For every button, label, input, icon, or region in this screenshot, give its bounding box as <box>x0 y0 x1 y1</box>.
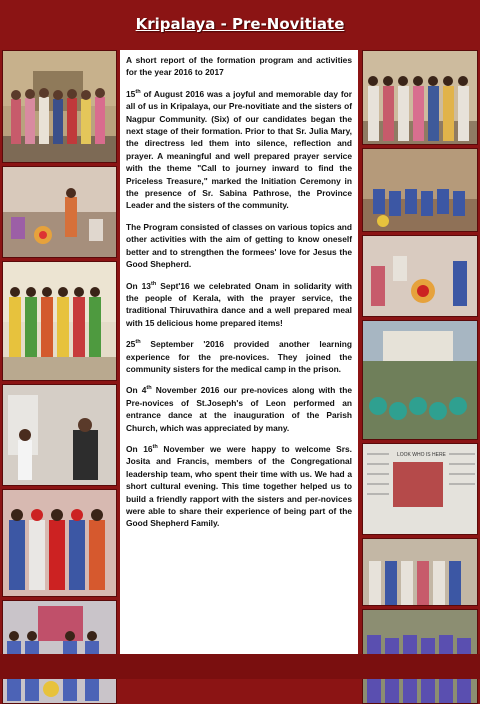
photo-cultural-evening <box>2 600 117 704</box>
photo-onam-dance-image <box>3 262 117 381</box>
photo-rangoli-gathering-image <box>363 236 478 317</box>
photo-entrance-dance <box>2 489 117 597</box>
report-paragraph-medical-camp <box>126 338 352 375</box>
footer-bar <box>0 654 480 679</box>
photo-parish-group-image <box>363 539 478 606</box>
photo-prayer-service-image <box>3 167 117 258</box>
paragraph-date: On 13 <box>126 280 151 291</box>
paragraph-text: A short report of the formation program and activities for the year 2016 to 2017 <box>126 55 352 78</box>
photo-seated-gathering <box>362 148 478 232</box>
photo-community-group-image <box>363 51 478 145</box>
photo-prayer-service <box>2 166 117 258</box>
report-paragraph-program <box>126 221 352 271</box>
paragraph-date: On 16 <box>126 443 153 454</box>
photo-outdoor-crowd-image <box>363 321 478 440</box>
report-paragraph-onam <box>126 280 352 330</box>
photo-medical-camp-image <box>3 385 117 486</box>
date-suffix: th <box>150 280 157 287</box>
paragraph-text: Sept'16 we celebrated Onam in solidarity with the people of Kerala, with the prayer service, the traditional Thiruvathira dance and a well prepared meal with 15 delicious home prepared items! <box>126 280 353 328</box>
photo-cultural-evening-image <box>3 601 117 704</box>
date-suffix: th <box>135 339 141 346</box>
report-paragraph-parish <box>126 384 352 434</box>
photo-parish-group <box>362 538 478 606</box>
paragraph-text: November we were happy to welcome Srs. Josita and Francis, members of the Congregational leadership team, who spent their time with us. We had a short cultural evening. This time together helped us to build a friendly rapport with the sisters and per-novices were able to share their experience of being part of the Good Shepherd Family. <box>126 443 352 529</box>
photo-seated-gathering-image <box>363 149 478 232</box>
photo-newspaper-clipping <box>362 443 478 535</box>
photo-sign-text: LOOK WHO IS HERE <box>397 452 446 458</box>
paragraph-date: On 4 <box>126 385 147 396</box>
paragraph-text: November 2016 our pre-novices along with the Pre-novices of St.Joseph's of Leon performed an entrance dance at the inauguration of the Parish Church, which was appreciated by many. <box>126 385 352 433</box>
date-suffix: th <box>146 385 152 392</box>
report-paragraph-initiation <box>126 88 352 212</box>
photo-group-building-image <box>3 51 117 163</box>
report-text-panel <box>120 50 358 654</box>
paragraph-text: The Program consisted of classes on various topics and other activities with the aim of getting to know oneself better and to strengthen the formees' love for Jesus the Good Shepherd. <box>126 221 352 270</box>
photo-group-building <box>2 50 117 163</box>
photo-outdoor-crowd <box>362 320 478 440</box>
report-paragraph-intro <box>126 54 352 79</box>
date-suffix: th <box>152 444 158 451</box>
paragraph-text: September '2016 provided another learning experience for the pre-novices. They joined the community sisters for the medical camp in the prison. <box>126 339 352 374</box>
photo-medical-camp <box>2 384 117 486</box>
photo-community-group <box>362 50 478 145</box>
paragraph-date: 25 <box>126 339 136 350</box>
photo-onam-dance <box>2 261 117 381</box>
photo-entrance-dance-image <box>3 490 117 597</box>
page-title-bar <box>0 0 480 48</box>
date-suffix: th <box>135 89 141 96</box>
paragraph-date: 15 <box>126 88 136 99</box>
report-paragraph-leadership-visit <box>126 443 352 530</box>
photo-newspaper-clipping-image <box>363 444 478 535</box>
page-title: Kripalaya - Pre-Novitiate <box>135 15 345 33</box>
paragraph-text: of August 2016 was a joyful and memorable day for all of us in Kripalaya, our Pre-novitiate and the sisters of Nagpur Community. (Six) of our candidates began the next stage of their formation. Prior to that Sr. Julia Mary, the directress led them into silence, reflection and prayer. A meaningful and well prepared prayer service with the theme "Call to journey inward to find the Priceless Treasure," marked the Initiation Ceremony in the presence of Sr. Sabina Pathrose, the Province Leader and the sisters of the community. <box>126 88 352 211</box>
photo-rangoli-gathering <box>362 235 478 317</box>
